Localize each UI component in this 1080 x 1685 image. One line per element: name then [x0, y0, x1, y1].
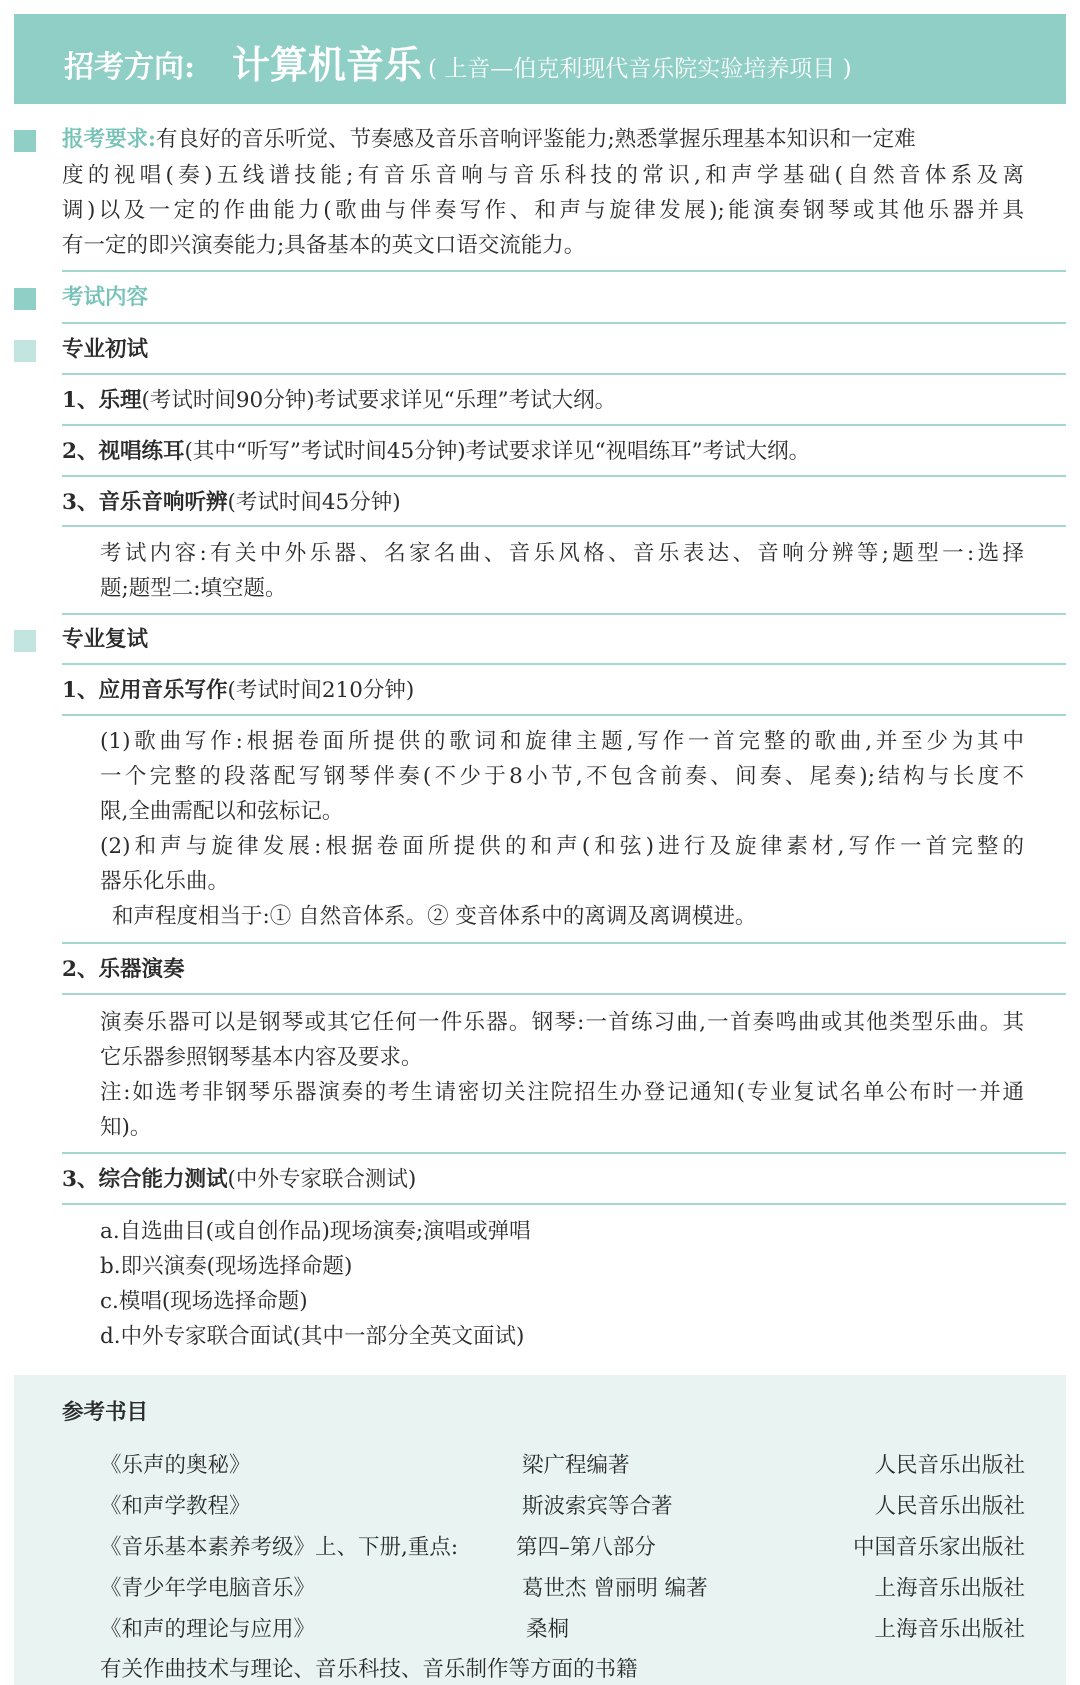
book-author: 第四–第八部分	[516, 1535, 656, 1560]
item-note: (其中“听写”考试时间45分钟)考试要求详见“视唱练耳”考试大纲。	[184, 439, 811, 464]
section-square-icon	[14, 130, 36, 152]
item-note: (考试时间90分钟)考试要求详见“乐理”考试大纲。	[141, 388, 617, 413]
book-title: 《乐声的奥秘》	[100, 1453, 251, 1478]
divider	[62, 714, 1066, 716]
retest-item-3-line-a: a.自选曲目(或自创作品)现场演奏;演唱或弹唱	[100, 1219, 531, 1244]
divider	[62, 1203, 1066, 1205]
header-label: 招考方向:	[64, 50, 196, 85]
retest-item-3-line-c: c.模唱(现场选择命题)	[100, 1289, 308, 1314]
book-publisher: 上海音乐出版社	[874, 1617, 1025, 1642]
book-author: 桑桐	[526, 1617, 570, 1642]
requirements-line-2: 度的视唱(奏)五线谱技能;有音乐音响与音乐科技的常识,和声学基础(自然音体系及离	[62, 163, 1024, 188]
retest-item-2-line-4: 知)。	[100, 1115, 152, 1140]
section-square-icon	[14, 340, 36, 362]
retest-item-1-line-4: (2)和声与旋律发展:根据卷面所提供的和声(和弦)进行及旋律素材,写作一首完整的	[100, 834, 1024, 859]
header-title: 计算机音乐	[232, 42, 423, 87]
retest-item-2-line-2: 它乐器参照钢琴基本内容及要求。	[100, 1045, 423, 1070]
preliminary-detail-line-2: 题;题型二:填空题。	[100, 576, 287, 601]
book-author: 葛世杰 曾丽明 编著	[522, 1576, 708, 1601]
book-title: 《青少年学电脑音乐》	[100, 1576, 316, 1601]
preliminary-detail-line-1: 考试内容:有关中外乐器、名家名曲、音乐风格、音乐表达、音响分辨等;题型一:选择	[100, 541, 1024, 566]
preliminary-item-3	[62, 485, 401, 520]
requirements-line-1: 有良好的音乐听觉、节奏感及音乐音响评鉴能力;熟悉掌握乐理基本知识和一定难	[155, 127, 916, 152]
retest-item-1-line-6: 和声程度相当于:① 自然音体系。② 变音体系中的离调及离调模进。	[112, 904, 757, 929]
references-footer: 有关作曲技术与理论、音乐科技、音乐制作等方面的书籍	[100, 1657, 638, 1682]
header-banner	[14, 14, 1066, 104]
item-title: 2、视唱练耳	[62, 439, 185, 464]
book-title: 《音乐基本素养考级》上、下册,重点:	[100, 1535, 459, 1560]
divider	[62, 663, 1066, 665]
header-subtitle: ( 上音—伯克利现代音乐院实验培养项目 )	[428, 56, 852, 82]
requirements-line-4: 有一定的即兴演奏能力;具备基本的英文口语交流能力。	[62, 233, 586, 258]
book-title: 《和声的理论与应用》	[100, 1617, 316, 1642]
book-title: 《和声学教程》	[100, 1494, 251, 1519]
divider	[62, 942, 1066, 944]
preliminary-item-2	[62, 434, 810, 469]
retest-item-3-line-b: b.即兴演奏(现场选择命题)	[100, 1254, 353, 1279]
retest-item-1-line-2: 一个完整的段落配写钢琴伴奏(不少于8小节,不包含前奏、间奏、尾奏);结构与长度不	[100, 764, 1024, 789]
retest-item-1	[62, 673, 414, 708]
section-square-icon	[14, 630, 36, 652]
retest-item-1-line-3: 限,全曲需配以和弦标记。	[100, 799, 344, 824]
preliminary-heading: 专业初试	[62, 337, 149, 362]
retest-item-2-title: 2、乐器演奏	[62, 957, 185, 982]
book-author: 梁广程编著	[522, 1453, 630, 1478]
item-title: 3、综合能力测试	[62, 1167, 228, 1192]
item-title: 1、应用音乐写作	[62, 678, 228, 703]
divider	[62, 613, 1066, 615]
retest-item-2-line-1: 演奏乐器可以是钢琴或其它任何一件乐器。钢琴:一首练习曲,一首奏鸣曲或其他类型乐曲。其	[100, 1010, 1024, 1035]
book-publisher: 中国音乐家出版社	[852, 1535, 1025, 1560]
requirements-label: 报考要求:	[62, 127, 156, 152]
divider	[62, 270, 1066, 272]
exam-content-heading: 考试内容	[62, 285, 149, 310]
divider	[62, 1152, 1066, 1154]
divider	[62, 322, 1066, 324]
item-note: (中外专家联合测试)	[227, 1167, 417, 1192]
book-publisher: 上海音乐出版社	[874, 1576, 1025, 1601]
retest-item-2-line-3: 注:如选考非钢琴乐器演奏的考生请密切关注院招生办登记通知(专业复试名单公布时一并通	[100, 1080, 1024, 1105]
divider	[62, 525, 1066, 527]
divider	[62, 475, 1066, 477]
book-publisher: 人民音乐出版社	[874, 1494, 1025, 1519]
retest-item-3	[62, 1162, 416, 1197]
retest-item-3-line-d: d.中外专家联合面试(其中一部分全英文面试)	[100, 1324, 525, 1349]
item-note: (考试时间45分钟)	[227, 490, 401, 515]
retest-item-1-line-5: 器乐化乐曲。	[100, 869, 230, 894]
item-title: 3、音乐音响听辨	[62, 490, 228, 515]
book-publisher: 人民音乐出版社	[874, 1453, 1025, 1478]
retest-item-1-line-1: (1)歌曲写作:根据卷面所提供的歌词和旋律主题,写作一首完整的歌曲,并至少为其中	[100, 729, 1024, 754]
retest-heading: 专业复试	[62, 627, 149, 652]
divider	[62, 993, 1066, 995]
item-note: (考试时间210分钟)	[227, 678, 415, 703]
divider	[62, 373, 1066, 375]
references-heading: 参考书目	[62, 1400, 149, 1425]
preliminary-item-1	[62, 383, 616, 418]
requirements-label-row	[62, 122, 916, 157]
requirements-line-3: 调)以及一定的作曲能力(歌曲与伴奏写作、和声与旋律发展);能演奏钢琴或其他乐器并具	[62, 198, 1024, 223]
item-title: 1、乐理	[62, 388, 142, 413]
divider	[62, 424, 1066, 426]
book-author: 斯波索宾等合著	[522, 1494, 673, 1519]
section-square-icon	[14, 288, 36, 310]
